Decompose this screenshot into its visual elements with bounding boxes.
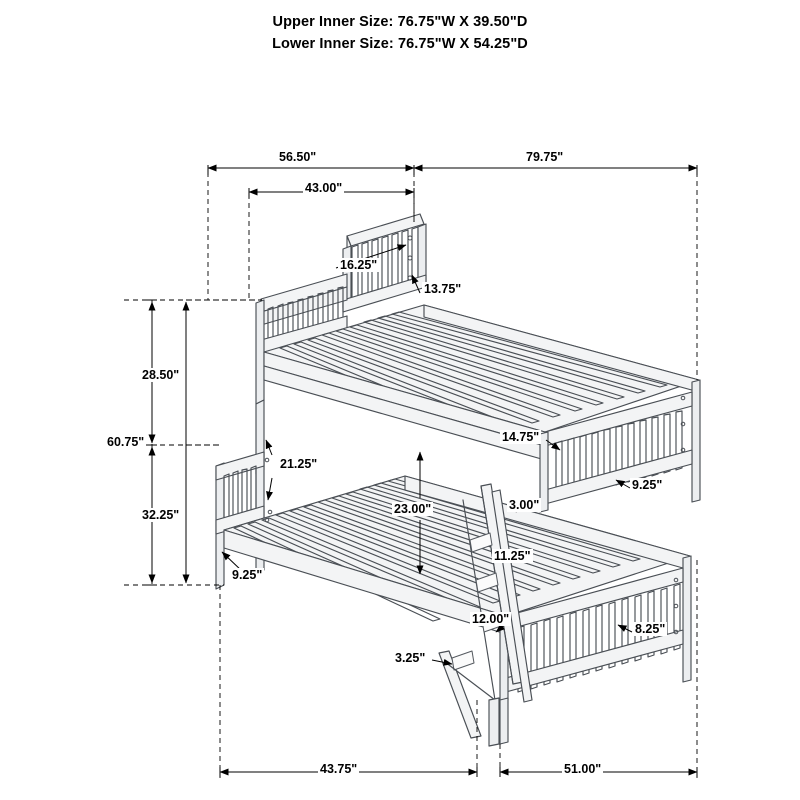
dim-lower-deck-height: 32.25" [142,508,180,522]
dim-top-width-right: 79.75" [526,150,564,164]
dim-upper-guard-rail: 13.75" [424,282,462,296]
dim-foot-clearance: 12.00" [472,612,510,626]
dim-upper-rail-right: 9.25" [632,478,663,492]
dim-lower-rail-right: 8.25" [635,622,666,636]
dim-top-width-left: 56.50" [279,150,317,164]
dim-lower-rail-left: 9.25" [232,568,263,582]
dim-upper-rail-width: 43.00" [305,181,343,195]
upper-inner-size-text: Upper Inner Size: 76.75"W X 39.50"D [272,14,528,30]
dim-overall-height: 60.75" [107,435,145,449]
dim-lower-clearance: 23.00" [394,502,432,516]
dim-bottom-width-left: 43.75" [320,762,358,776]
dim-upper-ladder-side: 21.25" [280,457,318,471]
lower-inner-size-text: Lower Inner Size: 76.75"W X 54.25"D [272,36,528,52]
dim-upper-deck-height: 28.50" [142,368,180,382]
dim-ladder-step-rise: 11.25" [494,549,531,563]
dim-upper-headboard: 16.25" [340,258,378,272]
dim-ladder-rail: 3.25" [395,651,426,665]
dim-upper-side-rail: 14.75" [502,430,540,444]
dim-ladder-step-depth: 3.00" [509,498,540,512]
dim-bottom-width-right: 51.00" [564,762,602,776]
